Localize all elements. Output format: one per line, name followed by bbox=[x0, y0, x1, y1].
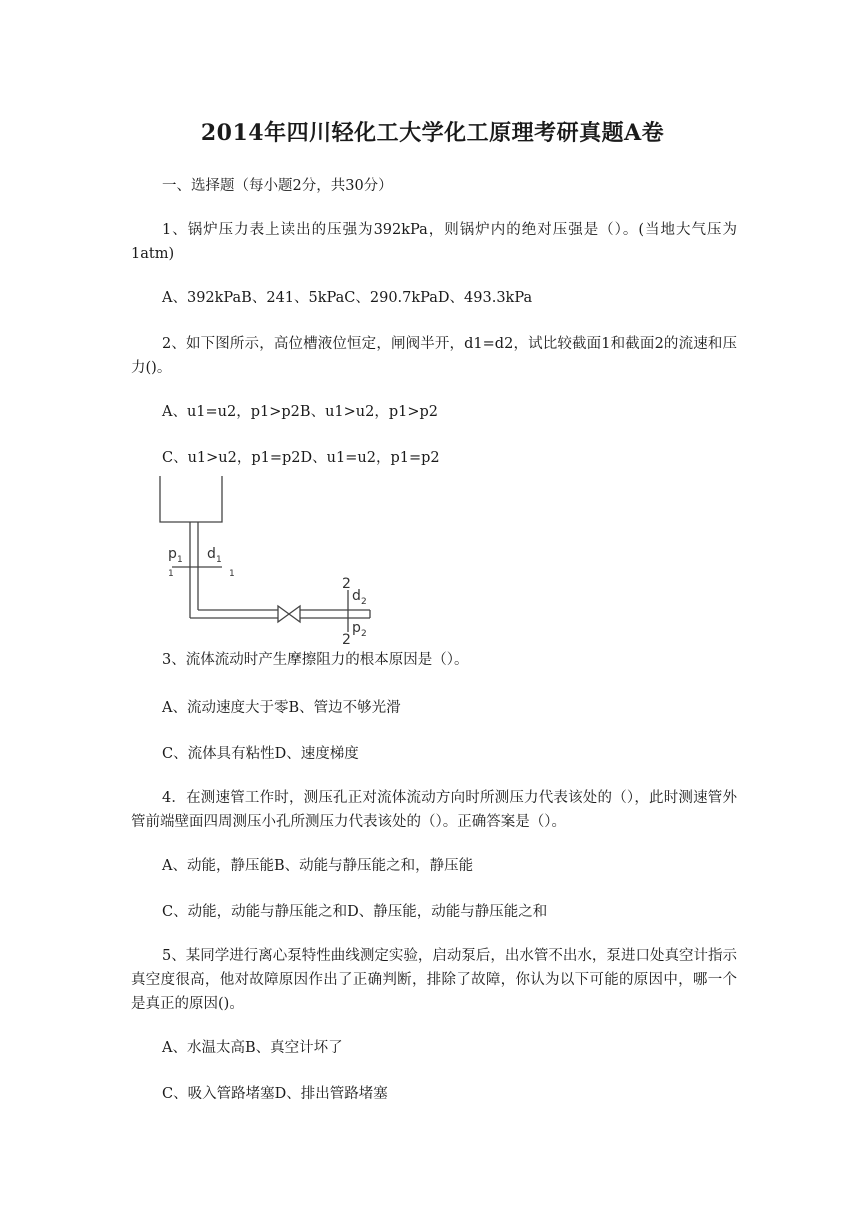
question-2-options-ab: A、u1=u2，p1>p2B、u1>u2，p1>p2 bbox=[162, 404, 439, 420]
label-section-2-bottom: 2 bbox=[342, 632, 351, 646]
label-p1-sub: 1 bbox=[177, 555, 183, 565]
label-section-2-top: 2 bbox=[342, 576, 351, 592]
tank-outline bbox=[160, 476, 222, 522]
question-2-stem: 2、如下图所示，高位槽液位恒定，闸阀半开，d1=d2，试比较截面1和截面2的流速和压力()。 bbox=[131, 336, 737, 376]
question-3-options-cd: C、流体具有粘性D、速度梯度 bbox=[162, 746, 359, 762]
question-1-stem: 1、锅炉压力表上读出的压强为392kPa，则锅炉内的绝对压强是（）。(当地大气压为1atm) bbox=[131, 222, 737, 262]
question-4-options-cd: C、动能，动能与静压能之和D、静压能，动能与静压能之和 bbox=[162, 904, 548, 920]
question-5-stem: 5、某同学进行离心泵特性曲线测定实验，启动泵后，出水管不出水，泵进口处真空计指示真空度很高，他对故障原因作出了正确判断，排除了故障，你认为以下可能的原因中，哪一个是真正的原因()。 bbox=[131, 948, 737, 1012]
question-4-options-ab: A、动能，静压能B、动能与静压能之和，静压能 bbox=[162, 858, 474, 874]
label-p2-sub: 2 bbox=[361, 629, 367, 639]
label-d2: d bbox=[352, 588, 361, 604]
label-p2: p bbox=[352, 620, 361, 636]
question-5-options-cd: C、吸入管路堵塞D、排出管路堵塞 bbox=[162, 1086, 388, 1102]
label-section-1-left: 1 bbox=[168, 569, 174, 579]
question-5-options-ab: A、水温太高B、真空计坏了 bbox=[162, 1040, 343, 1056]
section-heading: 一、选择题（每小题2分，共30分） bbox=[162, 178, 393, 194]
question-2-options-cd: C、u1>u2，p1=p2D、u1=u2，p1=p2 bbox=[162, 450, 440, 466]
tank-pipe-diagram bbox=[150, 472, 390, 646]
label-d1-sub: 1 bbox=[216, 555, 222, 565]
label-section-1-right: 1 bbox=[229, 569, 235, 579]
tank-pipe-svg bbox=[150, 472, 390, 646]
label-p1: p bbox=[168, 546, 177, 562]
question-3-stem: 3、流体流动时产生摩擦阻力的根本原因是（）。 bbox=[162, 652, 469, 668]
label-d2-sub: 2 bbox=[361, 597, 367, 607]
label-d1: d bbox=[207, 546, 216, 562]
document-title: 2014年四川轻化工大学化工原理考研真题A卷 bbox=[200, 120, 665, 146]
question-3-options-ab: A、流动速度大于零B、管边不够光滑 bbox=[162, 700, 401, 716]
question-4-stem: 4．在测速管工作时，测压孔正对流体流动方向时所测压力代表该处的（），此时测速管外管前端壁面四周测压小孔所测压力代表该处的（）。正确答案是（）。 bbox=[131, 790, 737, 830]
question-1-options: A、392kPaB、241、5kPaC、290.7kPaD、493.3kPa bbox=[162, 290, 533, 306]
gate-valve-symbol bbox=[278, 606, 300, 622]
